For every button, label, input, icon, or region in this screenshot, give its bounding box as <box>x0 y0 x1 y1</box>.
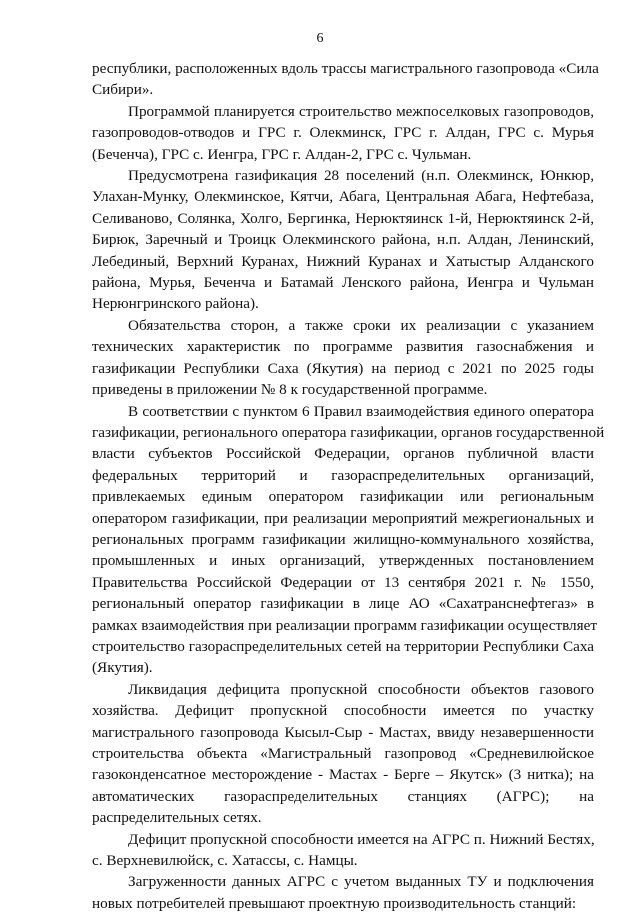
text-line: строительства объекта «Магистральный газопровод «Средневилюйское <box>92 745 594 762</box>
text-line: власти субъектов Российской Федерации, органов публичной власти <box>92 445 594 463</box>
text-line: Лебединый, Верхний Куранах, Нижний Куранах и Хатыстыр Алданского <box>92 252 594 270</box>
text-line: Дефицит пропускной способности имеется на АГРС п. Нижний Бестях, <box>128 830 595 848</box>
text-line: автоматических газораспределительных станциях (АГРС); на <box>92 787 594 805</box>
text-line: Загруженности данных АГРС с учетом выданных ТУ и подключения <box>128 873 594 891</box>
text-line: распределительных сетях. <box>92 809 262 827</box>
page-number: 6 <box>316 31 324 46</box>
text-line: Нерюнгринского района). <box>92 295 259 313</box>
text-line: оператором газификации, при реализации мероприятий межрегиональных и <box>92 509 594 527</box>
text-line: хозяйства. Дефицит пропускной способности имеется по участку <box>92 702 594 720</box>
text-line: района, Мурья, Беченча и Батамай Ленского района, Иенгра и Чульман <box>92 274 594 292</box>
text-line: рамках взаимодействия при реализации программ газификации осуществляет <box>92 616 597 634</box>
text-line: газопроводов-отводов и ГРС г. Олекминск, ГРС г. Алдан, ГРС с. Мурья <box>92 124 594 142</box>
text-line: Предусмотрена газификация 28 поселений (н.п. Олекминск, Юнкюр, <box>128 167 594 185</box>
text-line: газоконденсатное месторождение - Мастах - Берге – Якутск» (3 нитка); на <box>92 766 594 784</box>
text-line: республики, расположенных вдоль трассы магистрального газопровода «Сила <box>92 60 599 77</box>
text-line: приведены в приложении № 8 к государственной программе. <box>92 381 488 399</box>
text-line: Правительства Российской Федерации от 13 сентября 2021 г. № 1550, <box>92 573 594 591</box>
text-line: региональных программ газификации жилищно-коммунального хозяйства, <box>92 530 594 548</box>
text-line: технических характеристик по программе развития газоснабжения и <box>92 338 594 356</box>
text-line: Бирюк, Заречный и Троицк Олекминского района, н.п. Алдан, Ленинский, <box>92 231 594 249</box>
text-line: Программой планируется строительство межпоселковых газопроводов, <box>128 102 594 120</box>
text-line: новых потребителей превышают проектную производительность станций: <box>92 894 577 912</box>
text-line: (Якутия). <box>92 659 153 677</box>
text-line: В соответствии с пунктом 6 Правил взаимодействия единого оператора <box>128 402 594 420</box>
text-line: Обязательства сторон, а также сроки их реализации с указанием <box>128 316 594 334</box>
text-line: с. Верхневилюйск, с. Хатассы, с. Намцы. <box>92 852 358 870</box>
text-line: газификации Республики Саха (Якутия) на период с 2021 по 2025 годы <box>92 359 594 377</box>
text-line: строительство газораспределительных сетей на территории Республики Саха <box>92 637 594 655</box>
text-line: (Беченча), ГРС с. Иенгра, ГРС г. Алдан-2, ГРС с. Чульман. <box>92 145 472 163</box>
text-line: Сибири». <box>92 81 154 99</box>
text-line: магистрального газопровода Кысыл-Сыр - Мастах, ввиду незавершенности <box>92 723 594 741</box>
document-body <box>92 58 605 914</box>
text-line: привлекаемых единым оператором газификации или региональным <box>92 488 594 506</box>
text-line: региональный оператор газификации в лице АО «Сахатранснефтегаз» в <box>92 595 594 613</box>
text-line: Селиваново, Солянка, Холго, Бергинка, Нерюктяинск 1-й, Нерюктяинск 2-й, <box>92 209 594 227</box>
text-line: Улахан-Мунку, Олекминское, Кятчи, Абага, Центральная Абага, Нефтебаза, <box>92 188 594 206</box>
text-line: промышленных и иных организаций, утвержденных постановлением <box>92 552 594 570</box>
text-line: Ликвидация дефицита пропускной способности объектов газового <box>128 680 594 698</box>
text-line: газификации, регионального оператора газификации, органов государственной <box>92 423 605 441</box>
text-line: федеральных территорий и газораспределительных организаций, <box>92 466 594 484</box>
